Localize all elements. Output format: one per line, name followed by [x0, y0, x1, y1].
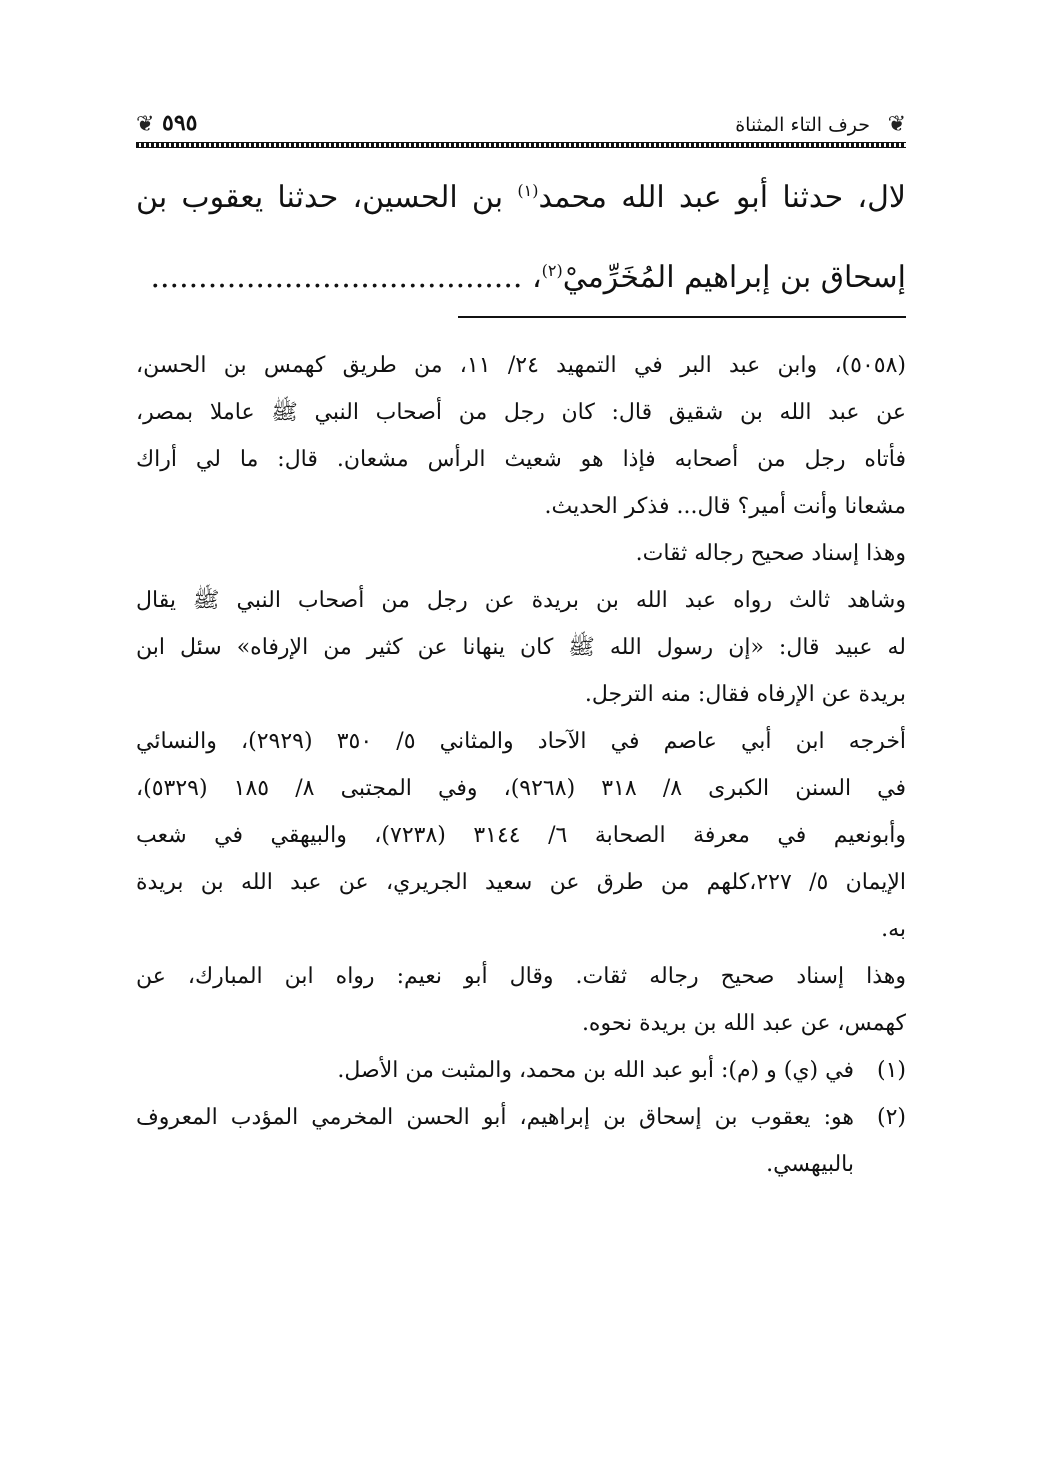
note-line: (٥٠٥٨)، وابن عبد البر في التمهيد ٢٤/ ١١، من طريق كهمس بن الحسن، [136, 353, 906, 378]
footnote-2 [136, 1094, 906, 1141]
note-line: في السنن الكبرى ٨/ ٣١٨ (٩٢٦٨)، وفي المجتبى ٨/ ١٨٥ (٥٣٢٩)، [136, 776, 906, 801]
note-line: وهذا إسناد صحيح رجاله ثقات. [635, 541, 906, 566]
chapter-title: حرف التاء المثناة [735, 114, 870, 136]
note-line: به. [881, 917, 906, 942]
page-number: ٥٩٥ [162, 110, 198, 136]
main-text [136, 158, 906, 318]
note-line: مشعانا وأنت أمير؟ قال... فذكر الحديث. [544, 494, 906, 519]
ornament-icon: ❦ [136, 112, 155, 137]
note-line: عن عبد الله بن شقيق قال: كان رجل من أصحاب النبي ﷺ عاملا بمصر، [136, 400, 906, 425]
footnote-text: هو: يعقوب بن إسحاق بن إبراهيم، أبو الحسن المخرمي المؤدب المعروف [136, 1105, 854, 1130]
footnote-separator [458, 316, 906, 318]
header-rule [136, 142, 906, 148]
footnote-number: (٢) [876, 1105, 906, 1130]
footnote-text: في (ي) و (م): أبو عبد الله بن محمد، والمثبت من الأصل. [337, 1058, 854, 1083]
note-line: فأتاه رجل من أصحابه فإذا هو شعيث الرأس مشعان. قال: ما لي أراك [136, 447, 906, 472]
footnote-number: (١) [876, 1058, 906, 1083]
note-line: له عبيد قال: «إن رسول الله ﷺ كان ينهانا عن كثير من الإرفاه» سئل ابن [136, 635, 906, 660]
footnotes [136, 342, 906, 1188]
ellipsis-dots: ....................................... [150, 260, 523, 295]
footnote-2-cont [136, 1141, 906, 1188]
main-line-1: لال، حدثنا أبو عبد الله محمد$^{(١)}$ بن الحسين، حدثنا يعقوب بن [136, 180, 906, 215]
note-line: بريدة عن الإرفاه فقال: منه الترجل. [584, 682, 906, 707]
page-header [136, 108, 906, 146]
note-line: أخرجه ابن أبي عاصم في الآحاد والمثاني ٥/ ٣٥٠ (٢٩٢٩)، والنسائي [136, 729, 906, 754]
note-line: وهذا إسناد صحيح رجاله ثقات. وقال أبو نعيم: رواه ابن المبارك، عن [136, 964, 906, 989]
note-line: وشاهد ثالث رواه عبد الله بن بريدة عن رجل من أصحاب النبي ﷺ يقال [136, 588, 906, 613]
note-line: وأبونعيم في معرفة الصحابة ٦/ ٣١٤٤ (٧٢٣٨)، والبيهقي في شعب [136, 823, 906, 848]
main-line-2: إسحاق بن إبراهيم المُخَرِّميْ$^{(٢)}$، ....................................... [150, 260, 906, 295]
footnote-1 [136, 1047, 906, 1094]
footnote-text: بالبيهسي. [766, 1152, 854, 1177]
footnote-ref-2[interactable]: (٢) [541, 261, 563, 280]
note-line: كهمس، عن عبد الله بن بريدة نحوه. [581, 1011, 906, 1036]
note-line: الإيمان ٥/ ٢٢٧،كلهم من طرق عن سعيد الجريري، عن عبد الله بن بريدة [136, 870, 906, 895]
footnote-ref-1[interactable]: (١) [517, 181, 539, 200]
ornament-icon: ❦ [887, 112, 906, 137]
